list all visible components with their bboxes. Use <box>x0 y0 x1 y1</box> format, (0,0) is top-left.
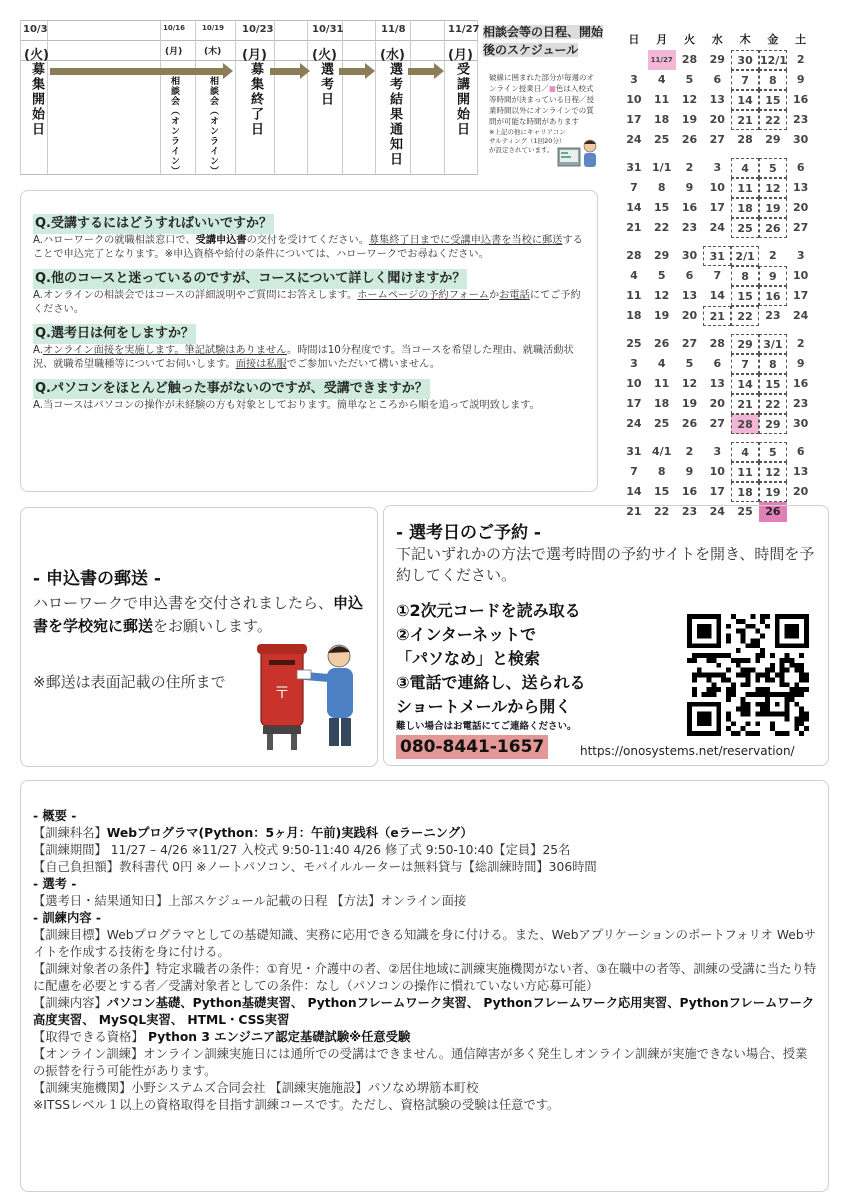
faq-answer <box>33 344 583 372</box>
calendar-day: 6 <box>713 73 722 86</box>
postbox-illustration-icon <box>253 638 368 753</box>
reservation-phone-hint: 難しい場合はお電話にてご連絡ください。 <box>396 721 577 732</box>
faq-answer-text: A.オンラインの相談会ではコースの詳細説明やご質問にお答えします。 <box>33 290 358 301</box>
calendar-day: 21 <box>731 110 759 130</box>
calendar-day: 6 <box>796 445 805 458</box>
timeline-label: 募集終了日 <box>248 62 263 137</box>
timeline-arrow <box>339 68 367 75</box>
timeline-label: 選考結果通知日 <box>387 62 402 167</box>
timeline-dow: (月) <box>448 48 473 63</box>
calendar-day: 1/1 <box>652 161 672 174</box>
calendar-day: 17 <box>793 289 809 302</box>
faq-question: Q.パソコンをほとんど触った事がないのですが、受講できますか？ <box>33 379 430 399</box>
faq-section <box>20 190 598 492</box>
calendar-day: 2 <box>796 53 805 66</box>
calendar-day: 22 <box>731 306 759 326</box>
calendar-day: 20 <box>793 201 809 214</box>
calendar-day: 2/1 <box>731 246 759 266</box>
calendar-day: 23 <box>793 397 809 410</box>
calendar-day: 27 <box>793 221 809 234</box>
course-overview-section <box>20 780 829 1192</box>
calendar-day: 22 <box>654 221 670 234</box>
mail-instructions: ハローワークで申込書を交付されましたら、申込書を学校宛に郵送をお願いします。 <box>33 594 364 635</box>
timeline-date: 11/27 <box>448 24 480 35</box>
calendar-day: 7 <box>630 181 638 194</box>
faq-answer <box>33 289 583 317</box>
calendar-day: 24 <box>626 417 642 430</box>
calendar-day: 25 <box>654 417 670 430</box>
calendar-day: 5 <box>759 442 787 462</box>
calendar-day: 19 <box>681 113 698 126</box>
calendar-day: 6 <box>796 161 805 174</box>
calendar-day: 21 <box>731 394 759 414</box>
calendar-day: 27 <box>709 133 725 146</box>
calendar-week-row <box>620 334 815 354</box>
calendar-day: 23 <box>765 309 781 322</box>
calendar-day: 17 <box>626 113 642 126</box>
calendar-day: 25 <box>626 337 642 350</box>
calendar-day: 14 <box>626 201 642 214</box>
calendar-day: 8 <box>731 266 759 286</box>
selection-info: 【選考日・結果通知日】上部スケジュール記載の日程 【方法】オンライン面接 <box>33 894 467 908</box>
calendar-day: 11 <box>654 377 670 390</box>
course-calendar <box>620 30 815 522</box>
calendar-day: 8 <box>657 181 666 194</box>
faq-answer-text: の交付を受けてください。 <box>246 235 369 246</box>
calendar-day: 19 <box>759 482 787 502</box>
weekday-label: 月 <box>656 33 668 46</box>
timeline-dow: (木) <box>204 47 222 57</box>
timeline-date: 10/19 <box>202 24 225 32</box>
calendar-day: 3 <box>713 445 722 458</box>
timeline-dow: (火) <box>24 48 49 63</box>
calendar-day: 16 <box>759 286 787 306</box>
calendar-day: 20 <box>793 485 809 498</box>
calendar-day: 29 <box>731 334 759 354</box>
mail-section-title: - 申込書の郵送 - <box>33 569 161 589</box>
calendar-week-row <box>620 266 815 286</box>
calendar-day: 8 <box>759 70 787 90</box>
faq-answer-link[interactable]: 面接は私服 <box>235 359 287 370</box>
timeline-date: 10/31 <box>312 24 344 35</box>
course-cost: 【自己負担額】教科書代 0円 ※ノートパソコン、モバイルルーターは無料貸与【総訓練時間】306時間 <box>33 860 597 874</box>
calendar-day: 5 <box>657 269 666 282</box>
weekday-label: 金 <box>767 33 779 46</box>
calendar-day: 27 <box>709 417 725 430</box>
calendar-day: 14 <box>709 289 725 302</box>
timeline-label: 相談会（オンライン） <box>169 76 179 176</box>
calendar-day: 20 <box>709 113 725 126</box>
reservation-method: ①2次元コードを読み取る <box>396 601 581 620</box>
calendar-week-row <box>620 374 815 394</box>
faq-question: Q.受講するにはどうすればいいですか？ <box>33 214 274 234</box>
calendar-day: 7 <box>731 70 759 90</box>
calendar-day: 15 <box>759 90 787 110</box>
calendar-day: 11 <box>731 462 759 482</box>
calendar-day: 5 <box>685 357 694 370</box>
calendar-day: 29 <box>765 133 781 146</box>
calendar-day: 31 <box>703 246 731 266</box>
faq-answer <box>33 234 583 262</box>
calendar-day: 16 <box>681 201 698 214</box>
faq-answer <box>33 399 583 413</box>
online-training-note: 【オンライン訓練】オンライン訓練実施日には通所での受講はできません。通信障害が多く発生しオンライン訓練が実施できない場合、授業の振替を行う可能性があります。 <box>33 1047 808 1078</box>
calendar-day: 9 <box>685 465 694 478</box>
calendar-day: 13 <box>793 465 809 478</box>
timeline-dow: (火) <box>312 48 337 63</box>
calendar-day: 31 <box>626 161 642 174</box>
calendar-day: 5 <box>759 158 787 178</box>
calendar-day: 26 <box>681 133 698 146</box>
calendar-day: 28 <box>709 337 725 350</box>
calendar-day: 3 <box>630 73 638 86</box>
course-period: 【訓練期間】 11/27 – 4/26 ※11/27 入校式 9:50-11:40 4/26 修了式 9:50-10:40【定員】25名 <box>33 843 571 857</box>
calendar-day: 10 <box>626 93 642 106</box>
calendar-day: 13 <box>709 93 725 106</box>
calendar-day: 29 <box>709 53 725 66</box>
faq-answer-link[interactable]: 募集終了日までに受講申込書を当校に郵送 <box>368 235 563 246</box>
calendar-week-row <box>620 90 815 110</box>
calendar-day: 2 <box>796 337 805 350</box>
calendar-week-row <box>620 482 815 502</box>
calendar-month-separator <box>620 150 815 158</box>
calendar-day: 24 <box>709 221 725 234</box>
calendar-day: 11/27 <box>648 50 676 70</box>
weekday-label: 木 <box>739 33 751 46</box>
calendar-day: 7 <box>630 465 638 478</box>
training-goal: 【訓練目標】Webプログラマとしての基礎知識、実務に応用できる知識を身に付ける。また、Webアプリケーションのポートフォリオ Webサイトを作成する技術を身に付ける。 <box>33 928 816 959</box>
calendar-week-row <box>620 306 815 326</box>
calendar-day <box>620 50 648 70</box>
calendar-week-row <box>620 286 815 306</box>
calendar-day: 2 <box>685 445 694 458</box>
calendar-week-row <box>620 198 815 218</box>
calendar-day: 23 <box>681 221 698 234</box>
timeline-label: 受講開始日 <box>454 62 469 137</box>
faq-answer-link[interactable]: お電話 <box>499 290 530 301</box>
reservation-instructions: 下記いずれかの方法で選考時間の予約サイトを開き、時間を予約してください。 <box>396 545 815 584</box>
calendar-week-row <box>620 178 815 198</box>
faq-answer-text: 受講申込書 <box>195 235 247 246</box>
faq-answer-text: か <box>488 290 500 301</box>
calendar-day: 10 <box>709 181 725 194</box>
calendar-day: 10 <box>626 377 642 390</box>
calendar-day: 17 <box>709 201 725 214</box>
weekday-label: 火 <box>683 33 695 46</box>
qr-code-icon[interactable] <box>687 614 809 736</box>
calendar-day: 10 <box>709 465 725 478</box>
calendar-day: 24 <box>793 309 809 322</box>
timeline-dow: (水) <box>380 48 405 63</box>
calendar-week-row <box>620 50 815 70</box>
calendar-day: 22 <box>759 110 787 130</box>
calendar-day: 8 <box>657 465 666 478</box>
calendar-day: 25 <box>731 218 759 238</box>
calendar-day: 6 <box>685 269 694 282</box>
calendar-day: 16 <box>793 377 809 390</box>
calendar-week-row <box>620 394 815 414</box>
reservation-title: - 選考日のご予約 - <box>396 523 541 543</box>
faq-answer-link[interactable]: ホームページの予約フォーム <box>357 290 489 301</box>
faq-answer-text: 。時間は10分程度です。当コースを希望した理由、就職活動状況、就職希望職種等についてお伺いします。 <box>33 345 574 370</box>
calendar-day: 2 <box>769 249 777 262</box>
calendar-day: 10 <box>793 269 809 282</box>
calendar-day: 12 <box>681 93 698 106</box>
reservation-method: 「パソなめ」と検索 <box>396 649 541 668</box>
calendar-day: 9 <box>759 266 787 286</box>
calendar-day: 22 <box>759 394 787 414</box>
calendar-day: 6 <box>713 357 722 370</box>
calendar-day: 4/1 <box>652 445 672 458</box>
calendar-day: 28 <box>737 133 753 146</box>
weekday-label: 日 <box>628 33 640 46</box>
timeline-dow: (月) <box>165 47 183 57</box>
calendar-day: 3 <box>630 357 638 370</box>
overview-heading: - 概要 - <box>33 809 77 823</box>
calendar-day: 18 <box>731 198 759 218</box>
timeline-label: 選考日 <box>318 62 333 107</box>
content-heading: - 訓練内容 - <box>33 911 101 925</box>
calendar-day: 20 <box>681 309 698 322</box>
calendar-week-row <box>620 218 815 238</box>
calendar-day: 14 <box>731 374 759 394</box>
calendar-day: 31 <box>626 445 642 458</box>
calendar-month-separator <box>620 434 815 442</box>
calendar-day: 9 <box>685 181 694 194</box>
calendar-week-row <box>620 414 815 434</box>
calendar-day: 25 <box>737 505 753 518</box>
calendar-day: 14 <box>731 90 759 110</box>
calendar-day: 12 <box>654 289 670 302</box>
calendar-day: 12 <box>759 462 787 482</box>
training-institution: 【訓練実施機関】小野システムズ合同会社 【訓練実施施設】パソなめ堺筋本町校 <box>33 1081 479 1095</box>
calendar-day: 12 <box>681 377 698 390</box>
calendar-weekday-header <box>620 30 815 50</box>
calendar-day: 19 <box>759 198 787 218</box>
calendar-day: 2 <box>685 161 694 174</box>
schedule-note-counseling: ※上記の他にキャリアコンサルティング（1回20分）が設定されています。 <box>489 128 566 154</box>
calendar-day: 30 <box>731 50 759 70</box>
calendar-month-separator <box>620 238 815 246</box>
faq-answer-link[interactable]: オンライン面接を実施します。筆記試験はありません <box>43 345 288 356</box>
calendar-day: 30 <box>681 249 698 262</box>
reservation-method: ショートメールから開く <box>396 697 572 716</box>
calendar-day: 15 <box>731 286 759 306</box>
calendar-day: 17 <box>626 397 642 410</box>
weekday-label: 土 <box>795 33 807 46</box>
calendar-day: 12 <box>759 178 787 198</box>
calendar-day: 26 <box>681 417 698 430</box>
calendar-day: 11 <box>731 178 759 198</box>
training-content: 【訓練内容】パソコン基礎、Python基礎実習、 Pythonフレームワーク実習、 Pythonフレームワーク応用実習、Pythonフレームワーク高度実習、 MySQL実習、 HTML・CSS実習 <box>33 996 815 1027</box>
timeline-arrow <box>50 68 225 75</box>
qualification: 【取得できる資格】 Python 3 エンジニア認定基礎試験※任意受験 <box>33 1030 411 1044</box>
calendar-day: 11 <box>626 289 642 302</box>
calendar-week-row <box>620 354 815 374</box>
calendar-day: 22 <box>654 505 670 518</box>
calendar-day: 13 <box>709 377 725 390</box>
calendar-day: 18 <box>626 309 642 322</box>
faq-answer-text: にてご予約ください。 <box>33 290 581 315</box>
application-mail-section <box>20 507 378 767</box>
timeline-dow: (月) <box>242 48 267 63</box>
calendar-day: 24 <box>626 133 642 146</box>
calendar-day: 25 <box>654 133 670 146</box>
selection-heading: - 選考 - <box>33 877 77 891</box>
calendar-week-row <box>620 246 815 266</box>
calendar-week-row <box>620 110 815 130</box>
calendar-day: 28 <box>626 249 642 262</box>
calendar-day: 18 <box>654 397 670 410</box>
timeline-date: 10/16 <box>163 24 186 32</box>
timeline-arrow <box>408 68 436 75</box>
faq-answer-text: A. <box>33 345 44 356</box>
calendar-day: 16 <box>681 485 698 498</box>
calendar-day: 29 <box>654 249 670 262</box>
calendar-week-row <box>620 70 815 90</box>
calendar-day: 26 <box>654 337 670 350</box>
calendar-day: 20 <box>709 397 725 410</box>
timeline-arrow <box>270 68 302 75</box>
calendar-day: 30 <box>793 417 809 430</box>
calendar-week-row <box>620 158 815 178</box>
calendar-day: 15 <box>654 485 670 498</box>
calendar-day: 27 <box>681 337 698 350</box>
calendar-week-row <box>620 442 815 462</box>
calendar-day: 8 <box>759 354 787 374</box>
calendar-day: 18 <box>654 113 670 126</box>
reservation-section <box>383 505 829 766</box>
calendar-day: 15 <box>654 201 670 214</box>
calendar-day: 30 <box>793 133 809 146</box>
reservation-phone-number[interactable]: 080-8441-1657 <box>396 735 548 759</box>
timeline-date: 10/3 <box>23 24 48 35</box>
calendar-day: 7 <box>731 354 759 374</box>
calendar-day: 4 <box>731 442 759 462</box>
calendar-day: 23 <box>793 113 809 126</box>
calendar-day: 23 <box>681 505 698 518</box>
schedule-timeline <box>20 20 478 175</box>
training-target: 【訓練対象者の条件】特定求職者の条件：①育児・介護中の者、②居住地域に訓練実施機関がない者、③在職中の者等、訓練の受講に当たり特に配慮を必要とする者／受講対象者としての条件：なし（パソコンの操作に慣れていない方応募可能） <box>33 962 817 993</box>
calendar-day: 12/1 <box>759 50 787 70</box>
calendar-week-row <box>620 462 815 482</box>
calendar-day: 5 <box>685 73 694 86</box>
calendar-day: 29 <box>759 414 787 434</box>
calendar-day: 4 <box>630 269 638 282</box>
calendar-week-row <box>620 130 815 150</box>
schedule-title: 相談会等の日程、開始後のスケジュール <box>483 25 604 57</box>
calendar-day: 13 <box>793 181 809 194</box>
calendar-day: 15 <box>759 374 787 394</box>
course-name: 【訓練科名】Webプログラマ(Python：5ヶ月：午前)実践科（eラーニング） <box>33 826 473 840</box>
faq-answer-text: でご参加いただいて構いません。 <box>286 359 441 370</box>
calendar-day: 9 <box>796 73 805 86</box>
calendar-day: 11 <box>654 93 670 106</box>
faq-answer-text: することで申込完了となります。※申込資格や給付の条件については、ハローワークでお尋ねください。 <box>33 235 583 260</box>
calendar-day: 21 <box>703 306 731 326</box>
calendar-day: 17 <box>709 485 725 498</box>
faq-question: Q.選考日は何をしますか？ <box>33 324 196 344</box>
timeline-label: 募集開始日 <box>29 62 44 137</box>
calendar-day: 28 <box>681 53 698 66</box>
calendar-day: 24 <box>709 505 725 518</box>
calendar-day: 3 <box>713 161 722 174</box>
calendar-day: 3 <box>796 249 805 262</box>
reservation-method: ②インターネットで <box>396 625 537 644</box>
mail-address-note: ※郵送は表面記載の住所まで <box>33 673 226 691</box>
calendar-day: 28 <box>731 414 759 434</box>
schedule-note: 破線に囲まれた部分が毎週のオンライン授業日／■色は入校式等時間が決まっている日程／授業時間以外にオンラインでの質問が可能な時間があります <box>489 73 594 126</box>
calendar-day: 4 <box>731 158 759 178</box>
person-at-computer-icon <box>556 136 600 172</box>
calendar-day: 4 <box>657 357 666 370</box>
calendar-day: 26 <box>759 218 787 238</box>
calendar-day: 18 <box>731 482 759 502</box>
faq-answer-text: A.当コースはパソコンの操作が未経験の方も対象としております。簡単なところから順を追って説明致します。 <box>33 400 540 411</box>
calendar-day: 21 <box>626 221 642 234</box>
itss-note: ※ITSSレベル１以上の資格取得を目指す訓練コースです。ただし、資格試験の受験は任意です。 <box>33 1098 560 1112</box>
timeline-date: 10/23 <box>242 24 274 35</box>
calendar-month-separator <box>620 326 815 334</box>
calendar-day: 21 <box>626 505 642 518</box>
timeline-label: 相談会（オンライン） <box>208 76 218 176</box>
reservation-url-link[interactable]: https://onosystems.net/reservation/ <box>580 744 795 758</box>
calendar-day: 13 <box>681 289 698 302</box>
timeline-date: 11/8 <box>381 24 406 35</box>
svg-text:〒: 〒 <box>273 683 291 702</box>
calendar-day: 19 <box>681 397 698 410</box>
calendar-day: 7 <box>713 269 722 282</box>
calendar-day: 19 <box>654 309 670 322</box>
faq-question: Q.他のコースと迷っているのですが、コースについて詳しく聞けますか？ <box>33 269 467 289</box>
calendar-day: 9 <box>796 357 805 370</box>
faq-answer-text: A.ハローワークの就職相談窓口で、 <box>33 235 196 246</box>
calendar-day: 3/1 <box>759 334 787 354</box>
weekday-label: 水 <box>711 33 723 46</box>
calendar-day: 4 <box>657 73 666 86</box>
calendar-day: 14 <box>626 485 642 498</box>
calendar-day: 16 <box>793 93 809 106</box>
reservation-method: ③電話で連絡し、送られる <box>396 673 586 692</box>
calendar-day: 26 <box>759 502 787 522</box>
